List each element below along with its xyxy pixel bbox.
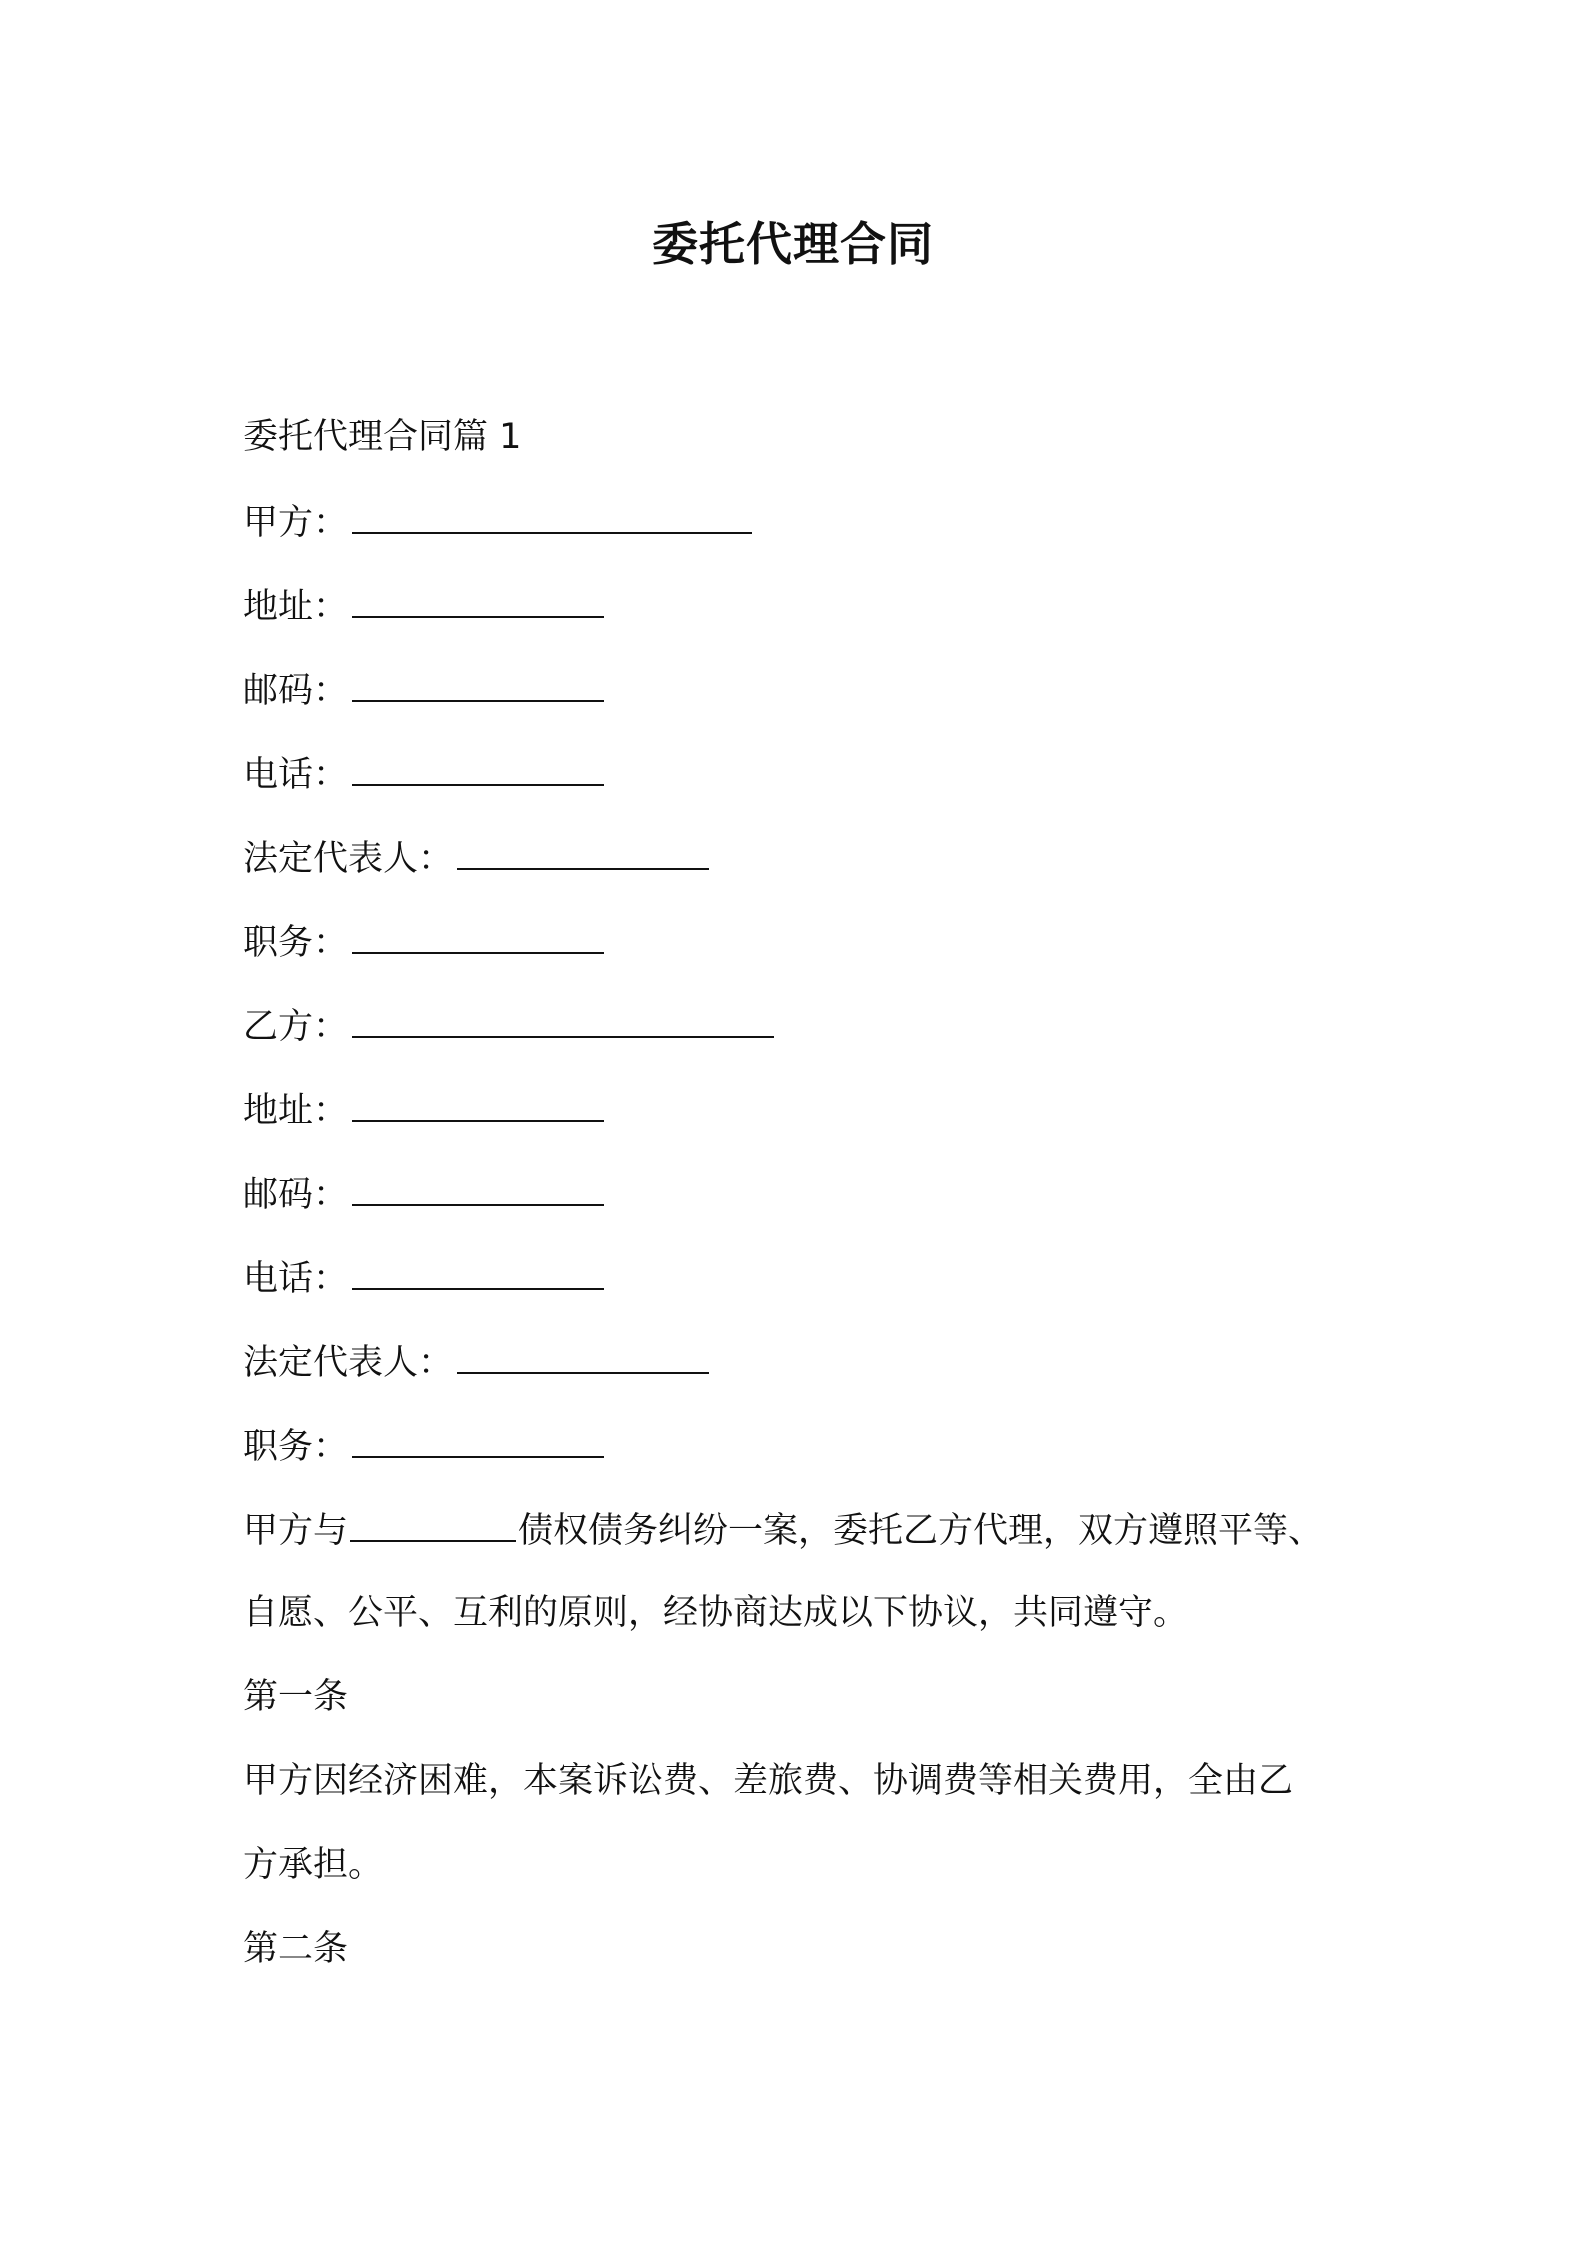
section-heading: 委托代理合同篇 1 [243,417,522,457]
case-name-blank [350,1504,516,1542]
party-b-legal-rep-blank [457,1336,709,1374]
party-b-phone-blank [352,1252,604,1290]
party-b-postcode-blank [352,1168,604,1206]
party-a-postcode-blank [352,664,604,702]
party-b-postcode-label: 邮码： [243,1175,349,1215]
intro-paragraph-line-1 [243,1504,1393,1556]
party-a-legal-rep-label: 法定代表人： [243,839,454,879]
party-a-legal-rep-field [243,832,1393,884]
intro-prefix: 甲方与 [243,1511,349,1551]
party-b-legal-rep-label: 法定代表人： [243,1343,454,1383]
party-a-position-label: 职务： [243,923,349,963]
party-b-address-label: 地址： [243,1091,349,1131]
party-b-phone-field [243,1252,1393,1304]
party-a-phone-label: 电话： [243,755,349,795]
party-a-position-field [243,916,1393,968]
party-b-position-field [243,1420,1393,1472]
party-b-postcode-field [243,1168,1393,1220]
party-a-blank [352,496,752,534]
party-a-address-field [243,580,1393,632]
party-b-phone-label: 电话： [243,1259,349,1299]
article-2-heading: 第二条 [243,1929,349,1969]
article-1-heading: 第一条 [243,1677,349,1717]
party-a-position-blank [352,916,604,954]
party-a-legal-rep-blank [457,832,709,870]
intro-line1-rest: 债权债务纠纷一案，委托乙方代理，双方遵照平等、 [518,1511,1324,1551]
party-a-label: 甲方： [243,503,349,543]
party-a-address-label: 地址： [243,587,349,627]
party-b-legal-rep-field [243,1336,1393,1388]
article-1-line-1: 甲方因经济困难，本案诉讼费、差旅费、协调费等相关费用，全由乙 [243,1761,1294,1801]
party-b-label: 乙方： [243,1007,349,1047]
intro-paragraph-line-2: 自愿、公平、互利的原则，经协商达成以下协议，共同遵守。 [243,1593,1189,1633]
party-b-address-blank [352,1084,604,1122]
document-title: 委托代理合同 [652,217,934,271]
party-b-position-label: 职务： [243,1427,349,1467]
party-b-field [243,1000,1393,1052]
party-b-blank [352,1000,774,1038]
party-a-phone-field [243,748,1393,800]
party-a-address-blank [352,580,604,618]
party-a-field [243,496,1393,548]
party-b-address-field [243,1084,1393,1136]
party-a-postcode-field [243,664,1393,716]
party-a-phone-blank [352,748,604,786]
party-b-position-blank [352,1420,604,1458]
party-a-postcode-label: 邮码： [243,671,349,711]
article-1-line-2: 方承担。 [243,1845,384,1885]
